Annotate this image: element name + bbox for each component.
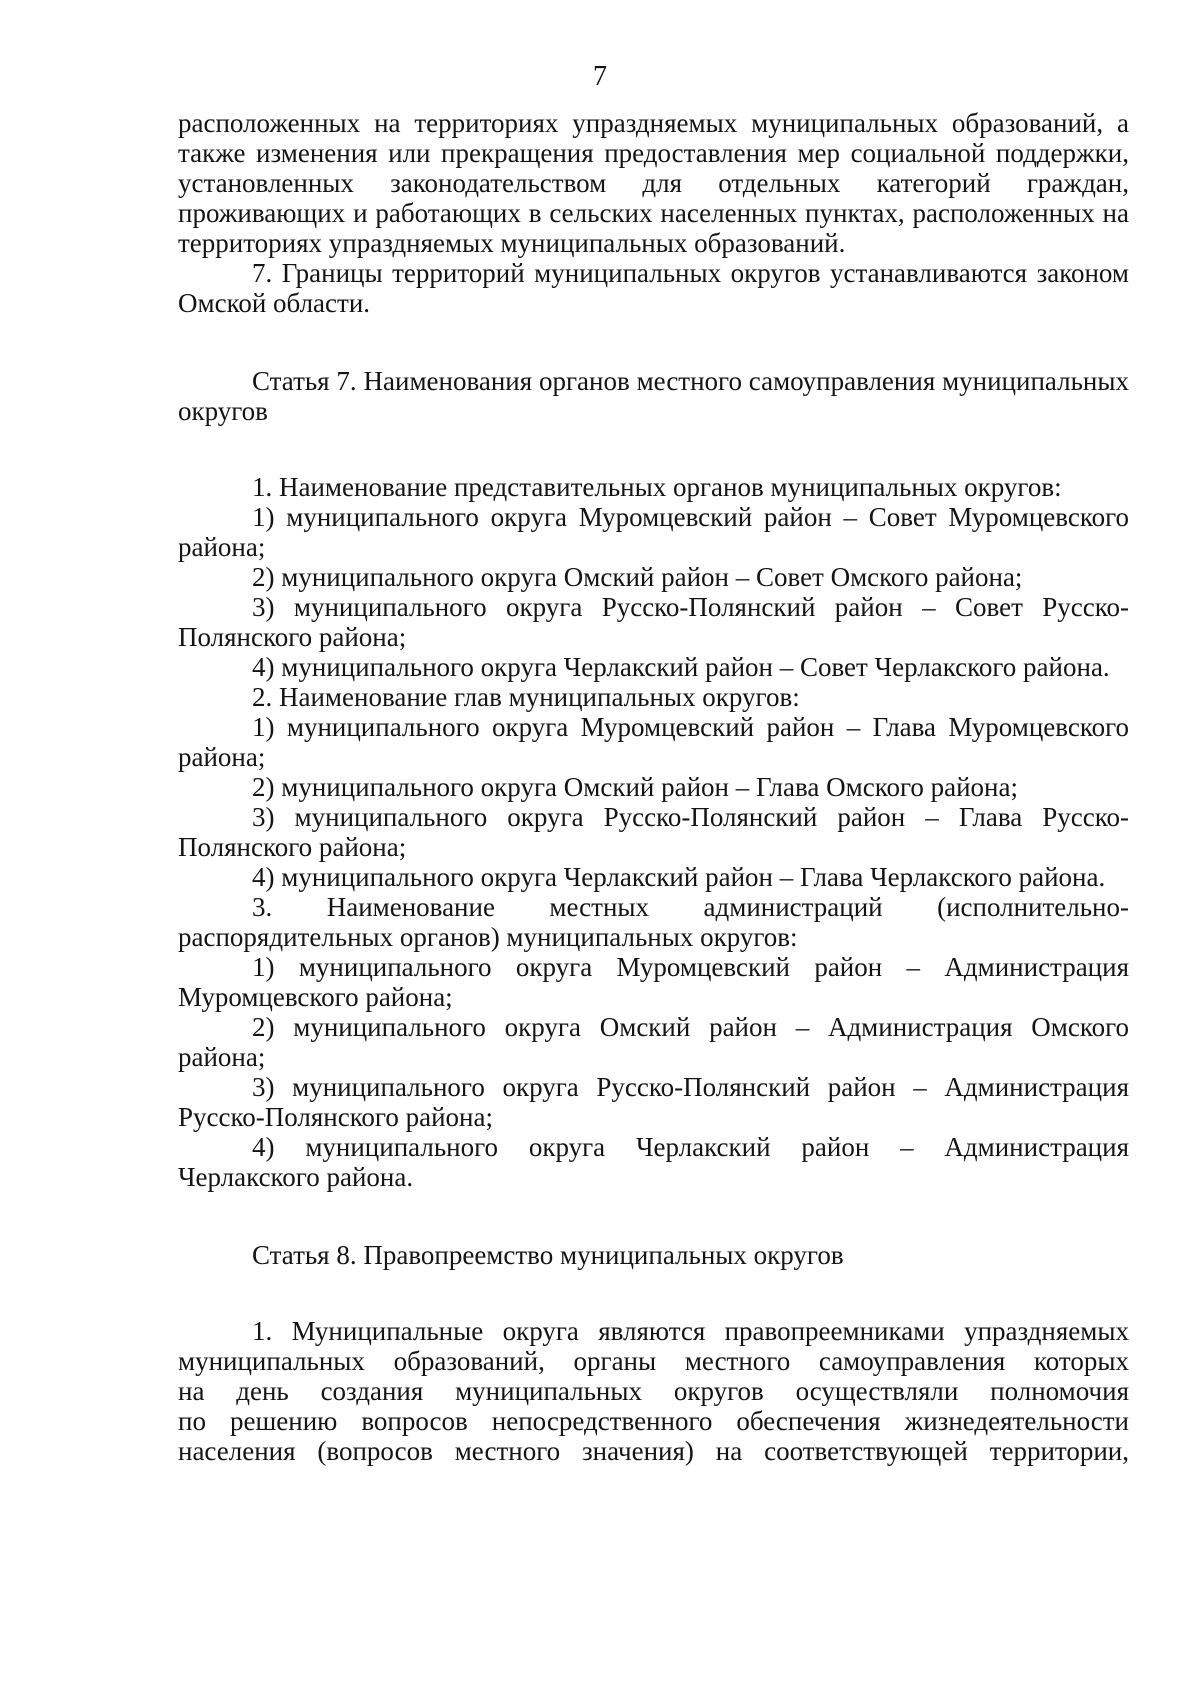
list-item: 3) муниципального округа Русско-Полянский район – Глава Русско-Полянского района; <box>178 802 1129 862</box>
list-item: 4) муниципального округа Черлакский район – Совет Черлакского района. <box>252 652 1110 682</box>
list-item: 1) муниципального округа Муромцевский район – Глава Муромцевского района; <box>178 712 1129 772</box>
text-line: по решению вопросов непосредственного обеспечения жизнедеятельности <box>178 1406 1129 1436</box>
document-body <box>178 108 1129 1466</box>
list-item: 4) муниципального округа Черлакский район – Администрация Черлакского района. <box>178 1132 1129 1192</box>
text-line: муниципальных образований, органы местного самоуправления которых <box>178 1346 1129 1376</box>
list-item: 3) муниципального округа Русско-Полянский район – Совет Русско-Полянского района; <box>178 592 1129 652</box>
list-item: 1) муниципального округа Муромцевский район – Совет Муромцевского района; <box>178 502 1129 562</box>
article-7-part-3-title: 3. Наименование местных администраций (исполнительно-распорядительных органов) муниципальных округов: <box>178 892 1129 952</box>
article-7-part-2-title: 2. Наименование глав муниципальных округов: <box>252 682 800 712</box>
text-line: 1. Муниципальные округа являются правопреемниками упраздняемых <box>252 1316 1129 1346</box>
paragraph-item-7: 7. Границы территорий муниципальных округов устанавливаются законом Омской области. <box>178 258 1129 318</box>
text-line: на день создания муниципальных округов осуществляли полномочия <box>178 1376 1129 1406</box>
article-7-part-1-title: 1. Наименование представительных органов муниципальных округов: <box>252 472 1062 502</box>
list-item: 4) муниципального округа Черлакский район – Глава Черлакского района. <box>252 862 1106 892</box>
article-8-heading: Статья 8. Правопреемство муниципальных округов <box>252 1240 844 1270</box>
list-item: 2) муниципального округа Омский район – Глава Омского района; <box>252 772 1018 802</box>
paragraph-continuation: расположенных на территориях упраздняемых муниципальных образований, а также изменения или прекращения предоставления мер социальной поддержки, установленных законодательством для отдельных категорий граждан, проживающих и работающих в сельских населенных пунктах, расположенных на территориях упраздняемых муниципальных образований. <box>178 108 1129 258</box>
list-item: 1) муниципального округа Муромцевский район – Администрация Муромцевского района; <box>178 952 1129 1012</box>
article-7-heading: Статья 7. Наименования органов местного самоуправления муниципальных округов <box>178 366 1129 426</box>
list-item: 2) муниципального округа Омский район – Администрация Омского района; <box>178 1012 1129 1072</box>
page-number: 7 <box>593 61 607 92</box>
list-item: 3) муниципального округа Русско-Полянский район – Администрация Русско-Полянского района; <box>178 1072 1129 1132</box>
text-line: населения (вопросов местного значения) на соответствующей территории, <box>178 1436 1129 1466</box>
list-item: 2) муниципального округа Омский район – Совет Омского района; <box>252 562 1023 592</box>
